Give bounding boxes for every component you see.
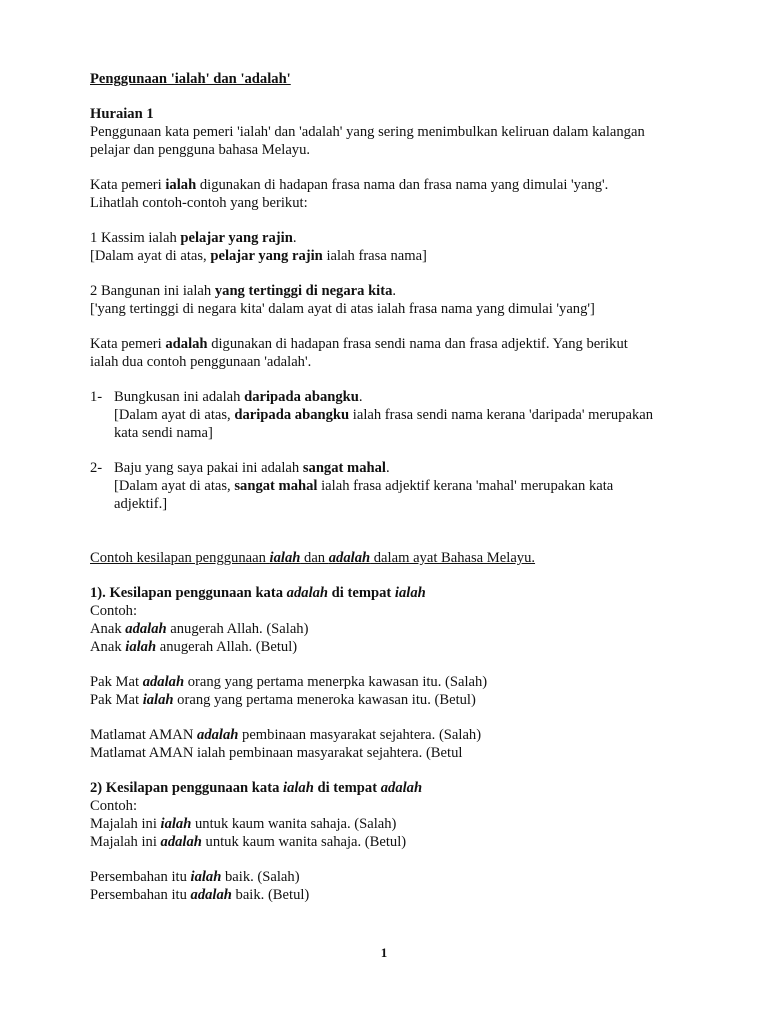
document-page bbox=[90, 70, 690, 904]
section-heading: Huraian 1 bbox=[90, 106, 154, 122]
adalah-paragraph: Kata pemeri adalah digunakan di hadapan frasa sendi nama dan frasa adjektif. Yang berikut bbox=[90, 336, 628, 352]
intro-line: Penggunaan kata pemeri 'ialah' dan 'adalah' yang sering menimbulkan keliruan dalam kalangan bbox=[90, 124, 645, 140]
document-title: Penggunaan 'ialah' dan 'adalah' bbox=[90, 71, 291, 87]
example-2: 2 Bangunan ini ialah yang tertinggi di negara kita. bbox=[90, 283, 397, 299]
subsection-1-heading: 1). Kesilapan penggunaan kata adalah di tempat ialah bbox=[90, 585, 426, 601]
ialah-paragraph: Kata pemeri ialah digunakan di hadapan frasa nama dan frasa nama yang dimulai 'yang'. bbox=[90, 177, 609, 193]
ialah-paragraph-line2: Lihatlah contoh-contoh yang berikut: bbox=[90, 195, 308, 211]
example-line: Pak Mat ialah orang yang pertama meneroka kawasan itu. (Betul) bbox=[90, 692, 476, 708]
contoh-heading: Contoh kesilapan penggunaan ialah dan adalah dalam ayat Bahasa Melayu. bbox=[90, 550, 536, 566]
page-number: 1 bbox=[380, 945, 388, 960]
contoh-label: Contoh: bbox=[90, 798, 138, 814]
example-line: Anak ialah anugerah Allah. (Betul) bbox=[90, 639, 298, 655]
item-note-line2: adjektif.] bbox=[114, 496, 168, 512]
example-line: Majalah ini adalah untuk kaum wanita sahaja. (Betul) bbox=[90, 834, 407, 850]
example-line: Majalah ini ialah untuk kaum wanita sahaja. (Salah) bbox=[90, 816, 397, 832]
subsection-2-heading: 2) Kesilapan penggunaan kata ialah di tempat adalah bbox=[90, 780, 423, 796]
example-line: Matlamat AMAN ialah pembinaan masyarakat sejahtera. (Betul bbox=[90, 745, 463, 761]
numbered-item bbox=[90, 388, 690, 442]
example-line: Anak adalah anugerah Allah. (Salah) bbox=[90, 621, 309, 637]
contoh-label: Contoh: bbox=[90, 603, 138, 619]
example-1: 1 Kassim ialah pelajar yang rajin. bbox=[90, 230, 297, 246]
intro-line: pelajar dan pengguna bahasa Melayu. bbox=[90, 142, 311, 158]
example-line: Persembahan itu adalah baik. (Betul) bbox=[90, 887, 310, 903]
item-number: 1- bbox=[90, 389, 103, 405]
example-line: Pak Mat adalah orang yang pertama menerpka kawasan itu. (Salah) bbox=[90, 674, 488, 690]
example-1-note: [Dalam ayat di atas, pelajar yang rajin ialah frasa nama] bbox=[90, 248, 427, 264]
item-sentence: Baju yang saya pakai ini adalah sangat mahal. bbox=[114, 460, 390, 476]
numbered-item bbox=[90, 459, 690, 513]
example-line: Persembahan itu ialah baik. (Salah) bbox=[90, 869, 300, 885]
item-sentence: Bungkusan ini adalah daripada abangku. bbox=[114, 389, 363, 405]
adalah-paragraph-line2: ialah dua contoh penggunaan 'adalah'. bbox=[90, 354, 312, 370]
item-note-line2: kata sendi nama] bbox=[114, 425, 213, 441]
item-note: [Dalam ayat di atas, daripada abangku ialah frasa sendi nama kerana 'daripada' merupakan bbox=[114, 407, 654, 423]
example-2-note: ['yang tertinggi di negara kita' dalam ayat di atas ialah frasa nama yang dimulai 'yang'] bbox=[90, 301, 595, 317]
item-note: [Dalam ayat di atas, sangat mahal ialah frasa adjektif kerana 'mahal' merupakan kata bbox=[114, 478, 614, 494]
example-line: Matlamat AMAN adalah pembinaan masyarakat sejahtera. (Salah) bbox=[90, 727, 482, 743]
item-number: 2- bbox=[90, 460, 103, 476]
